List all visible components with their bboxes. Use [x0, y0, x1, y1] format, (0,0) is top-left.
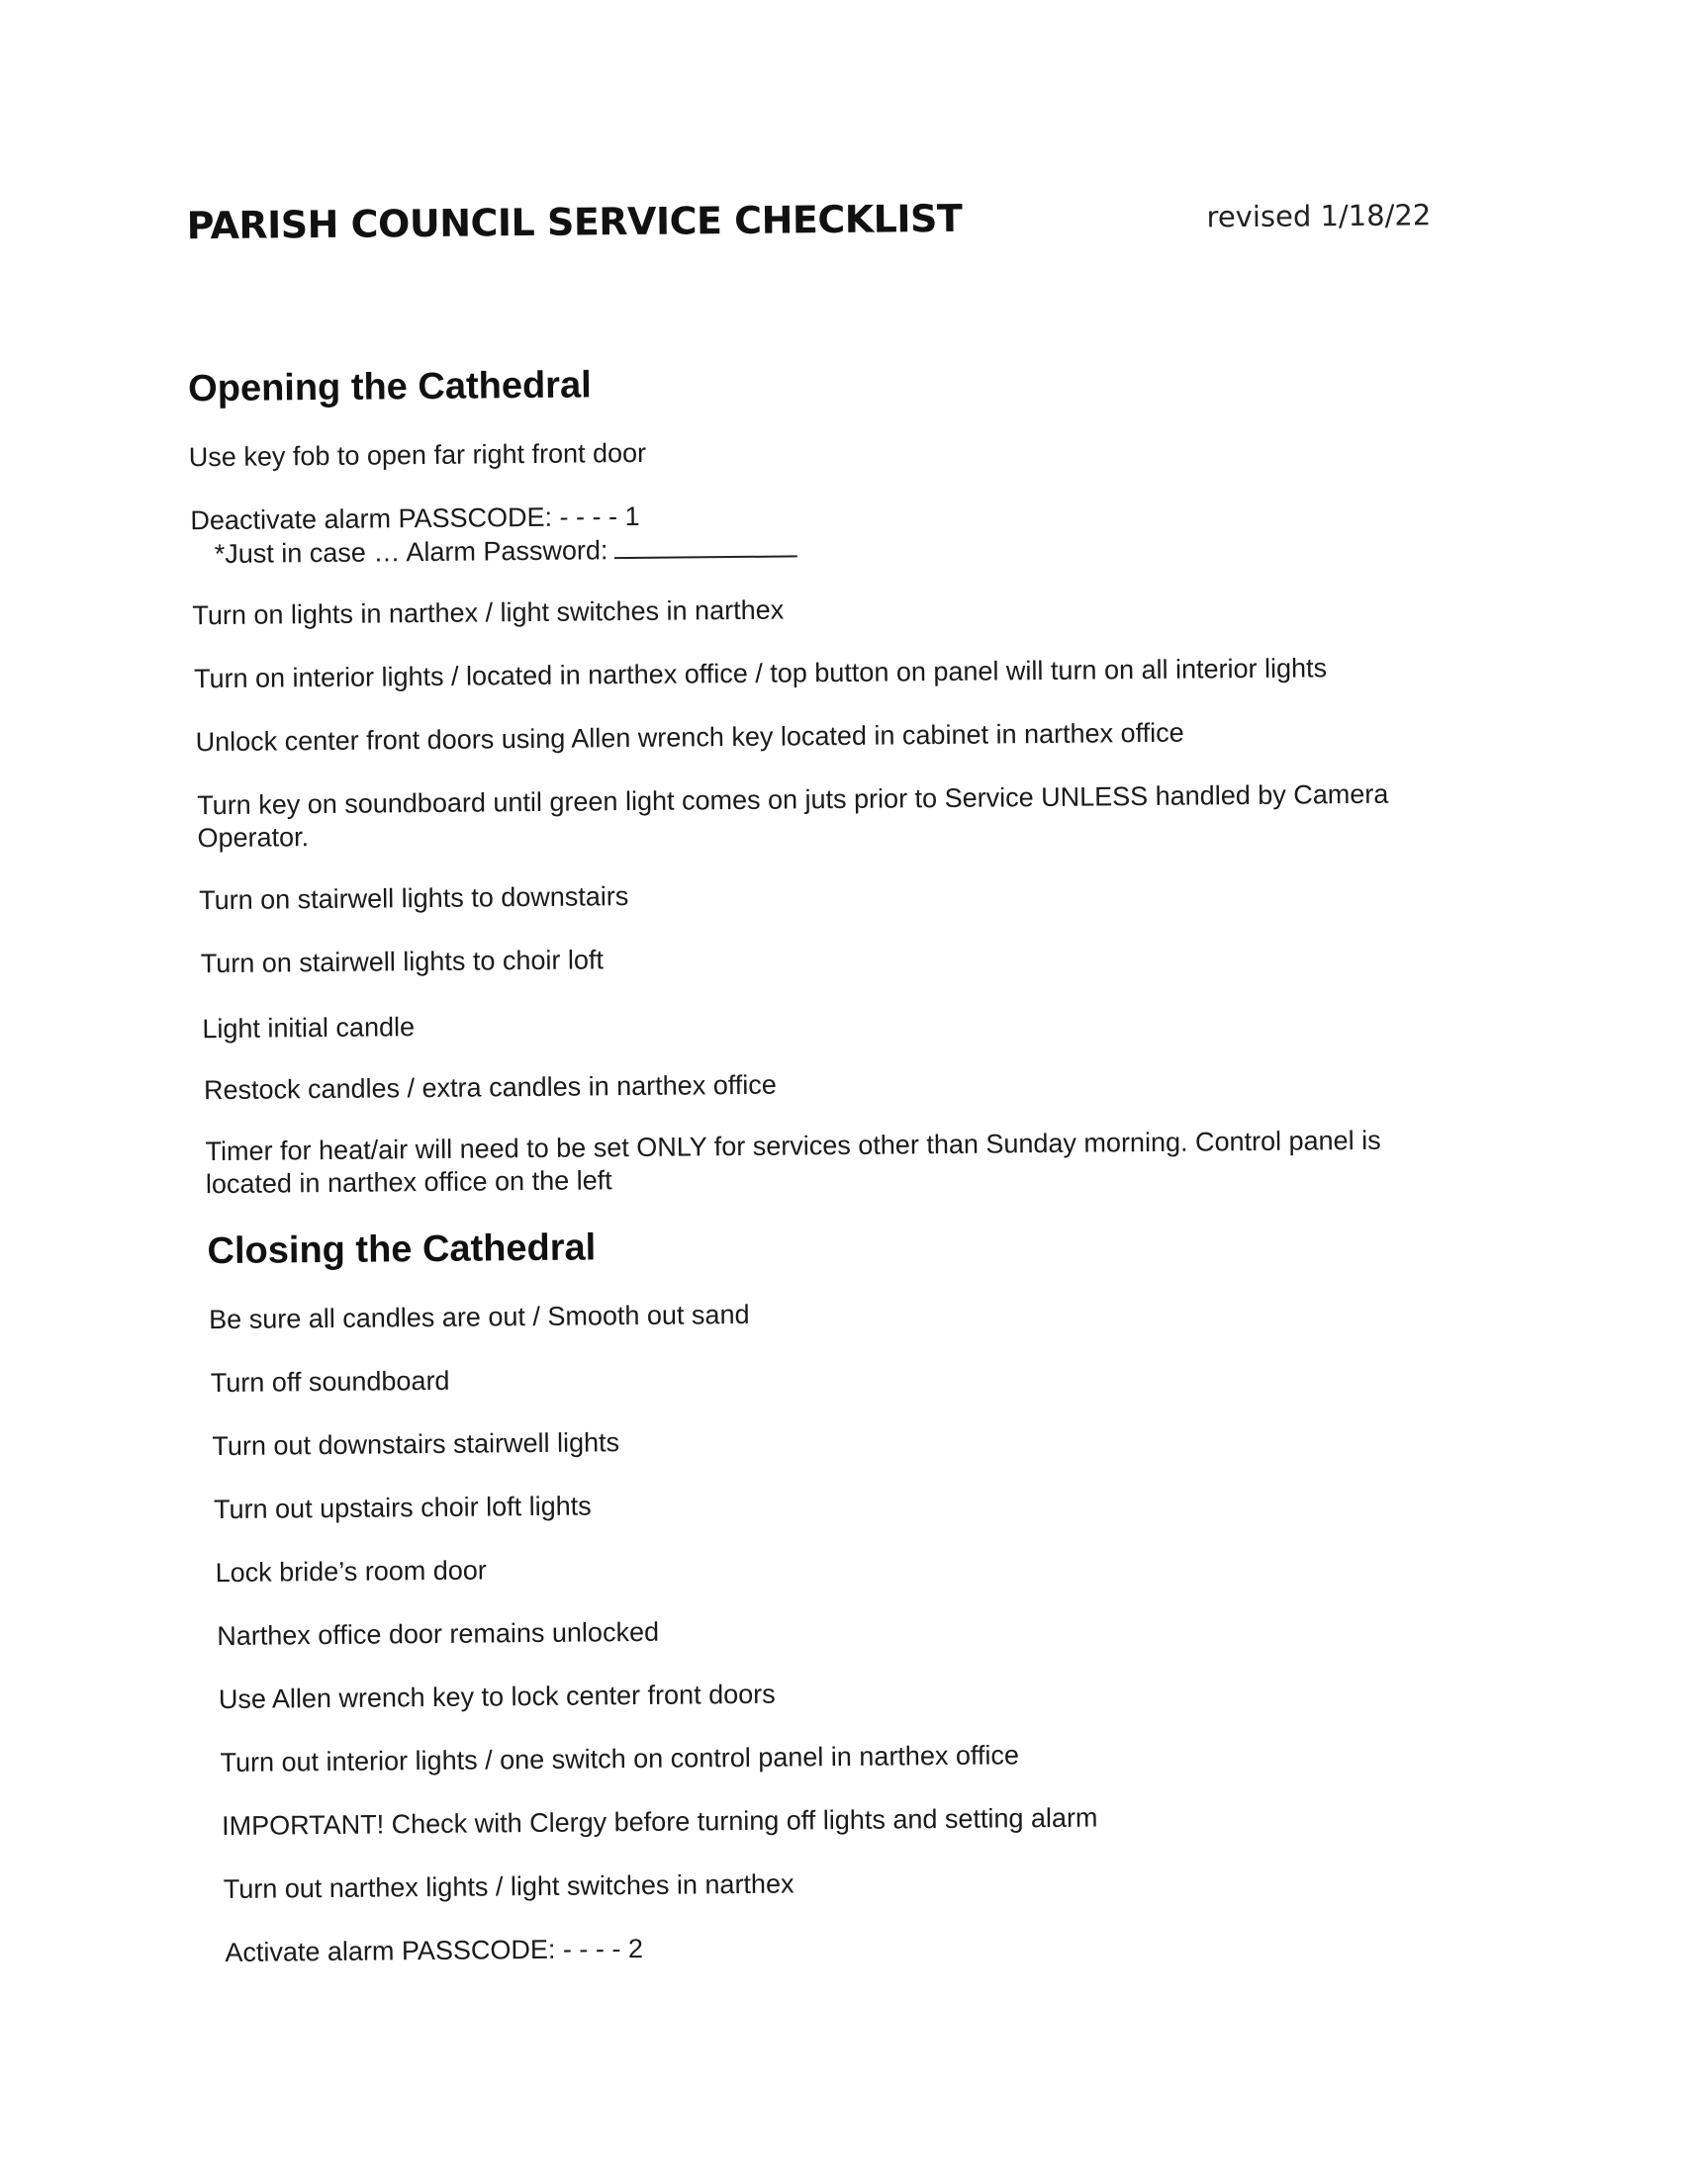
opening-item: Unlock center front doors using Allen wrench key located in cabinet in narthex office: [195, 717, 1184, 758]
closing-item: Turn out downstairs stairwell lights: [212, 1427, 620, 1462]
closing-item: Be sure all candles are out / Smooth out sand: [209, 1299, 750, 1335]
opening-item: Restock candles / extra candles in narthex office: [203, 1069, 777, 1106]
closing-item: Narthex office door remains unlocked: [217, 1616, 660, 1652]
document-title: PARISH COUNCIL SERVICE CHECKLIST: [186, 196, 963, 248]
closing-item: Lock bride’s room door: [215, 1555, 487, 1589]
closing-item: Turn off soundboard: [210, 1365, 450, 1399]
alarm-passcode-text: Deactivate alarm PASSCODE: - - - - 1: [190, 500, 640, 536]
closing-item: Turn out narthex lights / light switches in narthex: [223, 1868, 794, 1905]
opening-item: Timer for heat/air will need to be set ONLY for services other than Sunday morning. Control panel is located in narthex office on the left: [205, 1125, 1381, 1200]
opening-item: Turn on lights in narthex / light switches in narthex: [192, 594, 785, 631]
revision-date: revised 1/18/22: [1206, 198, 1432, 234]
opening-item: Turn on stairwell lights to choir loft: [200, 945, 605, 979]
alarm-password-blank: [613, 531, 796, 559]
opening-item: [190, 493, 1438, 571]
closing-item: Use Allen wrench key to lock center front doors: [218, 1679, 776, 1715]
opening-item: Turn on interior lights / located in narthex office / top button on panel will turn on all interior lights: [193, 653, 1328, 694]
closing-item: Turn out interior lights / one switch on control panel in narthex office: [220, 1740, 1020, 1778]
opening-item: Use key fob to open far right front door: [188, 437, 647, 473]
opening-item: Light initial candle: [202, 1012, 416, 1045]
closing-item: Turn out upstairs choir loft lights: [213, 1491, 592, 1525]
closing-heading: Closing the Cathedral: [207, 1227, 597, 1273]
alarm-password-label: *Just in case … Alarm Password:: [214, 535, 608, 570]
closing-item: Activate alarm PASSCODE: - - - - 2: [225, 1933, 644, 1968]
opening-item: Turn key on soundboard until green light comes on juts prior to Service UNLESS handled by Camera Operator.: [197, 778, 1389, 854]
opening-heading: Opening the Cathedral: [187, 364, 592, 410]
opening-item: Turn on stairwell lights to downstairs: [199, 881, 629, 916]
closing-item: IMPORTANT! Check with Clergy before turning off lights and setting alarm: [221, 1802, 1098, 1842]
